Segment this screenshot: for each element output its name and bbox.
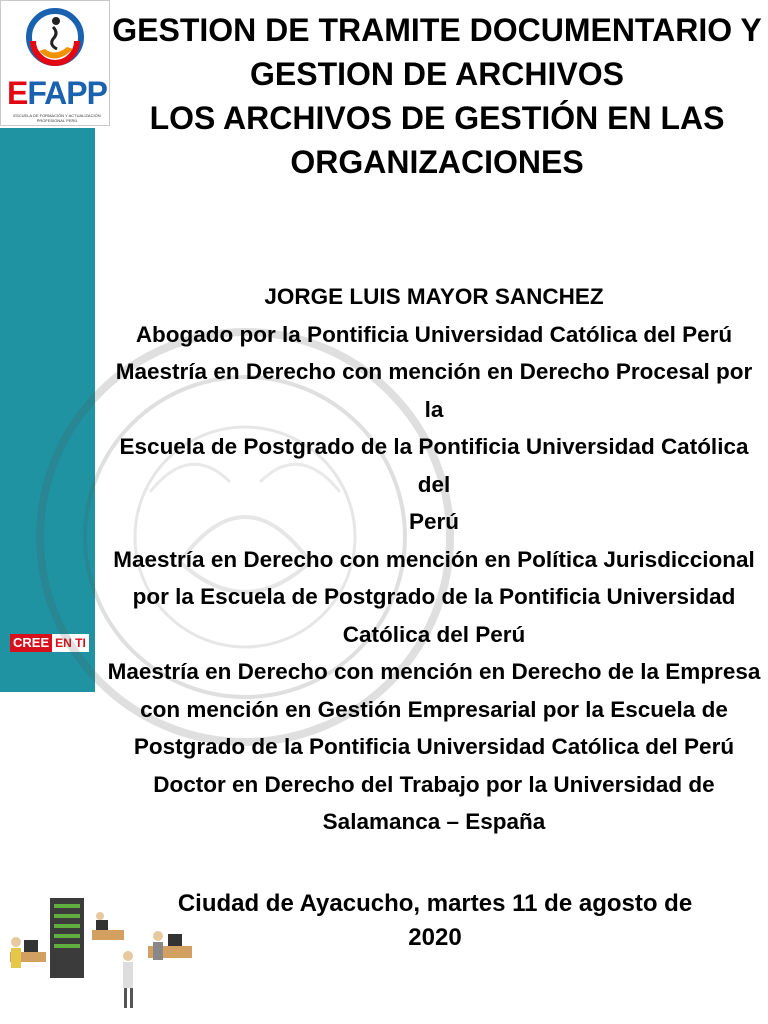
bio-line: Maestría en Derecho con mención en Política Jurisdiccional — [113, 546, 755, 572]
logo-emblem-icon — [23, 7, 87, 71]
place-date: Ciudad de Ayacucho, martes 11 de agosto de 2020 — [177, 890, 693, 951]
badge-part-1: CREE — [10, 634, 52, 652]
bio-line: por la Escuela de Postgrado de la Pontificia Universidad — [132, 584, 736, 609]
author-name: JORGE LUIS MAYOR SANCHEZ — [264, 284, 604, 309]
bio-line: Maestría en Derecho con mención en Derecho Procesal por la — [115, 359, 753, 422]
bio-line: Escuela de Postgrado de la Pontificia Universidad Católica del — [119, 434, 749, 497]
title-line: GESTION DE TRAMITE DOCUMENTARIO Y — [112, 12, 762, 48]
office-illustration-icon — [0, 890, 200, 1020]
bio-line: Doctor en Derecho del Trabajo por la Universidad de — [153, 771, 715, 797]
title-line: LOS ARCHIVOS DE GESTIÓN EN LAS — [149, 100, 725, 136]
badge-part-2: EN TI — [52, 634, 89, 652]
title-line: ORGANIZACIONES — [290, 144, 584, 180]
efapp-logo — [0, 0, 110, 126]
author-bio — [104, 278, 764, 841]
title-line: GESTION DE ARCHIVOS — [250, 56, 624, 92]
bio-line: Católica del Perú — [342, 621, 526, 647]
logo-wordmark: EFAPP — [7, 75, 107, 111]
bio-line: Maestría en Derecho con mención en Derecho de la Empresa — [107, 659, 761, 684]
bio-line: Postgrado de la Pontificia Universidad Católica del Perú — [133, 734, 735, 759]
bio-line: Salamanca – España — [322, 809, 546, 834]
bio-line: Perú — [408, 509, 460, 534]
bio-line: Abogado por la Pontificia Universidad Católica del Perú — [135, 321, 733, 347]
slide-title — [112, 8, 762, 184]
logo-subtitle: ESCUELA DE FORMACIÓN Y ACTUALIZACIÓN PROFESIONAL PERÚ — [13, 113, 101, 123]
bio-line: con mención en Gestión Empresarial por la Escuela de — [140, 696, 728, 722]
